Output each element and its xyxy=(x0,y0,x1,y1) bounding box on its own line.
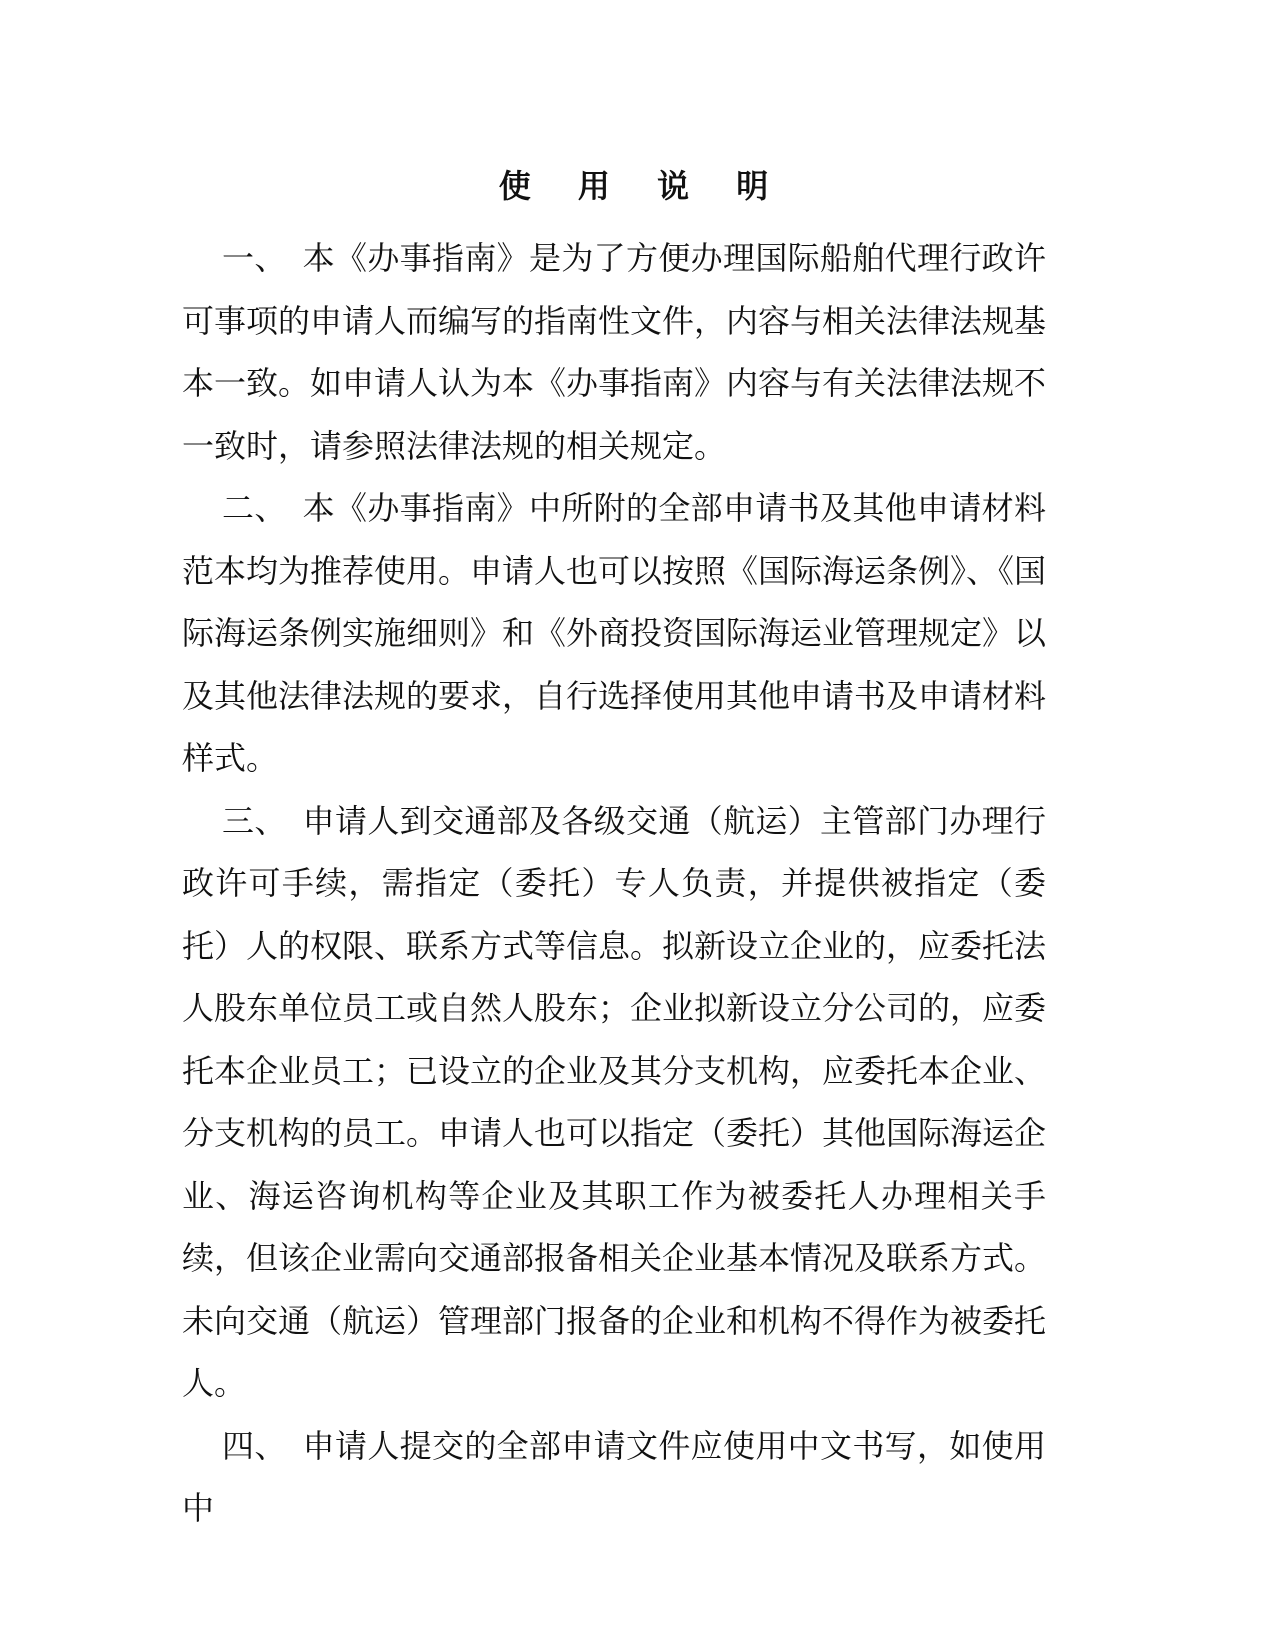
paragraph-number: 四、 xyxy=(222,1426,287,1465)
document-body xyxy=(182,227,1046,1540)
paragraph-number: 三、 xyxy=(222,801,287,840)
paragraph-text: 本《办事指南》中所附的全部申请书及其他申请材料范本均为推荐使用。申请人也可以按照《国际海运条例》、《国际海运条例实施细则》和《外商投资国际海运业管理规定》以及其他法律法规的要求，自行选择使用其他申请书及申请材料样式。 xyxy=(182,489,1047,777)
paragraph-number: 一、 xyxy=(222,239,287,277)
page-title: 使 用 说 明 xyxy=(498,167,787,206)
paragraph-text: 申请人提交的全部申请文件应使用中文书写，如使用中 xyxy=(182,1426,1046,1527)
paragraph-number: 二、 xyxy=(222,489,287,527)
paragraph-3 xyxy=(182,790,1046,1415)
paragraph-text: 本《办事指南》是为了方便办理国际船舶代理行政许可事项的申请人而编写的指南性文件，内容与相关法律法规基本一致。如申请人认为本《办事指南》内容与有关法律法规不一致时，请参照法律法规的相关规定。 xyxy=(182,239,1047,465)
paragraph-4 xyxy=(182,1415,1046,1540)
paragraph-text: 申请人到交通部及各级交通（航运）主管部门办理行政许可手续，需指定（委托）专人负责，并提供被指定（委托）人的权限、联系方式等信息。拟新设立企业的，应委托法人股东单位员工或自然人股东；企业拟新设立分公司的，应委托本企业员工；已设立的企业及其分支机构，应委托本企业、分支机构的员工。申请人也可以指定（委托）其他国际海运企业、海运咨询机构等企业及其职工作为被委托人办理相关手续，但该企业需向交通部报备相关企业基本情况及联系方式。未向交通（航运）管理部门报备的企业和机构不得作为被委托人。 xyxy=(182,801,1047,1402)
paragraph-2 xyxy=(182,477,1046,790)
paragraph-1 xyxy=(182,227,1046,477)
